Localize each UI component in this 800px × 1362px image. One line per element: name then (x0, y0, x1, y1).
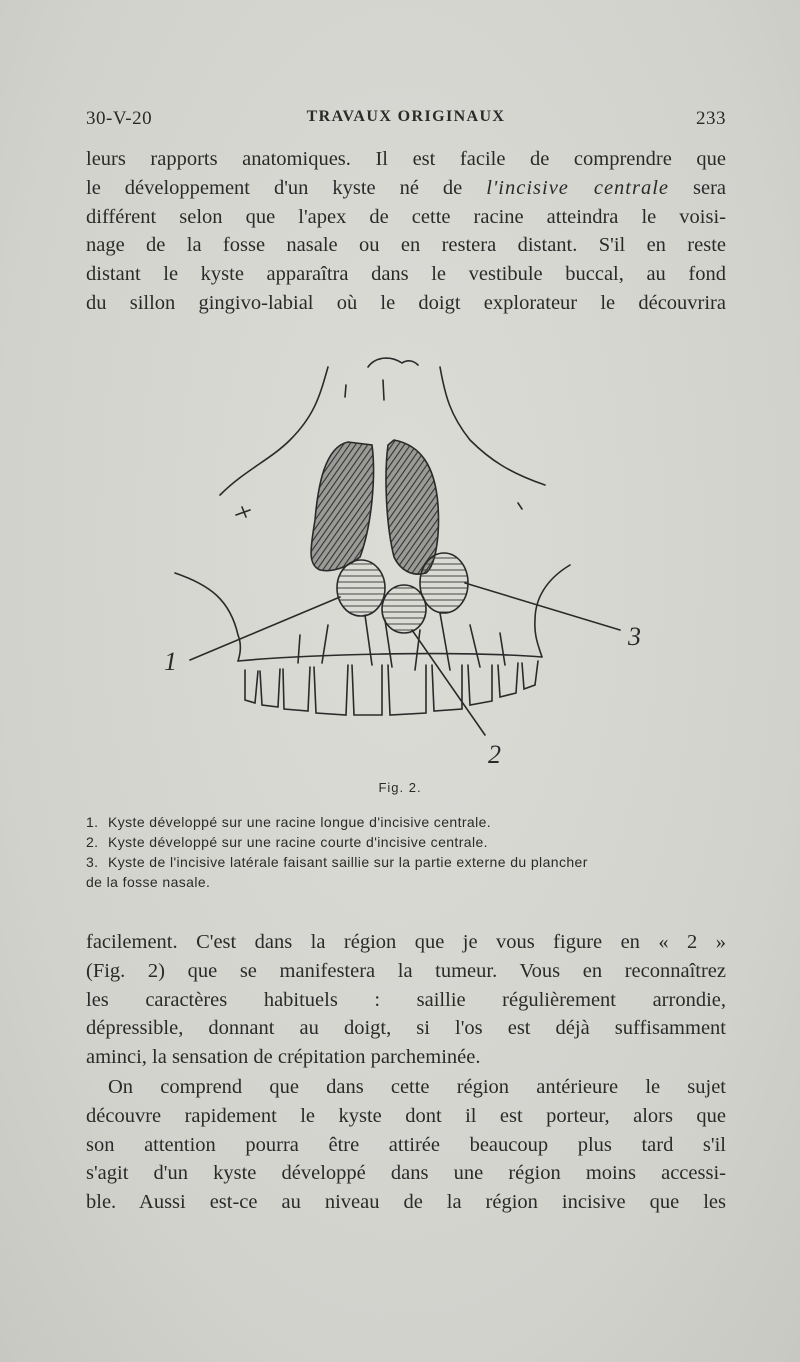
text-line: aminci, la sensation de crépitation parcheminée. (86, 1046, 481, 1069)
header-title: TRAVAUX ORIGINAUX (306, 108, 506, 125)
legend-number: 3. (86, 854, 99, 870)
text-line: les caractères habituels : saillie régulièrement arrondie, (86, 988, 726, 1011)
text-line: s'agit d'un kyste développé dans une région moins accessi- (86, 1162, 726, 1185)
text-line: différent selon que l'apex de cette racine atteindra le voisi- (86, 205, 726, 228)
italic-term: l'incisive centrale (486, 176, 670, 199)
legend-item (86, 852, 726, 872)
legend-text: Kyste développé sur une racine longue d'incisive centrale. (108, 814, 492, 830)
legend-number: 2. (86, 834, 99, 850)
dental-cyst-illustration (150, 345, 670, 775)
text-fragment: sera (669, 176, 726, 199)
text-fragment: le développement d'un kyste né de (86, 176, 487, 199)
text-line (86, 174, 726, 203)
text-line: distant le kyste apparaîtra dans le vestibule buccal, au fond (86, 263, 726, 286)
running-header (86, 108, 726, 138)
figure-legend (86, 812, 726, 892)
figure-caption: Fig. 2. (378, 780, 422, 795)
nose-left-contour (220, 367, 328, 495)
leader-line-2 (412, 630, 485, 735)
legend-continuation: de la fosse nasale. (86, 874, 211, 890)
figure-label-3: 3 (628, 622, 641, 651)
figure-label-1: 1 (164, 647, 177, 676)
paragraph-2 (86, 928, 726, 1072)
text-line: son attention pourra être attirée beaucoup plus tard s'il (86, 1133, 726, 1156)
text-line: ble. Aussi est-ce au niveau de la région incisive que les (86, 1191, 726, 1214)
leader-line-1 (190, 597, 340, 660)
text-line: nage de la fosse nasale ou en restera distant. S'il en reste (86, 234, 726, 257)
text-line: découvre rapidement le kyste dont il est porteur, alors que (86, 1104, 726, 1127)
legend-text: Kyste développé sur une racine courte d'incisive centrale. (108, 834, 488, 850)
page-number: 233 (696, 108, 726, 129)
figure-label-2: 2 (488, 740, 501, 769)
text-line: (Fig. 2) que se manifestera la tumeur. Vous en reconnaîtrez (86, 959, 726, 982)
text-line: On comprend que dans cette région antérieure le sujet (108, 1076, 726, 1098)
cyst-1 (337, 560, 385, 616)
nose-right-contour (440, 367, 545, 485)
legend-item (86, 832, 726, 852)
text-line: leurs rapports anatomiques. Il est facile de comprendre que (86, 148, 726, 170)
paragraph-1 (86, 145, 726, 318)
header-date: 30-V-20 (86, 108, 153, 129)
cyst-3 (420, 553, 468, 613)
paragraph-3 (86, 1073, 726, 1217)
legend-item (86, 812, 726, 832)
legend-text: Kyste de l'incisive latérale faisant saillie sur la partie externe du plancher (108, 854, 588, 870)
text-line: du sillon gingivo-labial où le doigt explorateur le découvrira (86, 291, 726, 314)
legend-number: 1. (86, 814, 99, 830)
cyst-2 (382, 585, 426, 633)
text-line: dépressible, donnant au doigt, si l'os est déjà suffisamment (86, 1017, 726, 1040)
text-line: facilement. C'est dans la région que je vous figure en « 2 » (86, 931, 726, 953)
